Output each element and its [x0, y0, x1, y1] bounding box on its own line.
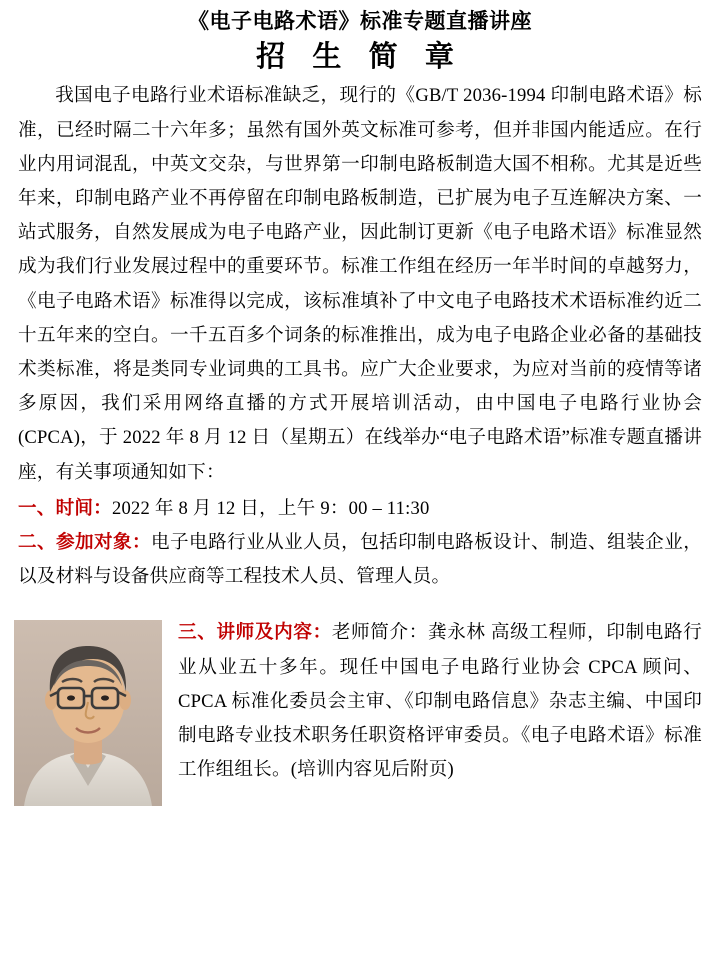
page-title: 《电子电路术语》标准专题直播讲座 [188, 9, 532, 33]
page-subtitle: 招 生 简 章 [256, 41, 464, 74]
section-time-label: 一、时间： [18, 497, 112, 519]
section-audience-label: 二、参加对象： [18, 532, 152, 554]
section-lecturer [178, 616, 702, 787]
section-time-content: 2022 年 8 月 12 日，上午 9：00 – 11:30 [111, 497, 430, 519]
section-audience [18, 526, 702, 594]
section-lecturer-content: 老师简介：龚永林 高级工程师，印制电路行业从业五十多年。现任中国电子电路行业协会 CPCA 顾问、CPCA 标准化委员会主审、《印制电路信息》杂志主编、中国印制电路专业技术职务任职资格评审委员。《电子电路术语》标准工作组组长。(培训内容见后附页) [178, 622, 702, 781]
section-lecturer-label: 三、讲师及内容： [178, 622, 332, 644]
section-audience-content: 电子电路行业从业人员，包括印制电路板设计、制造、组装企业，以及材料与设备供应商等工程技术人员、管理人员。 [18, 532, 702, 588]
lecturer-portrait [14, 620, 162, 806]
intro-paragraph: 我国电子电路行业术语标准缺乏，现行的《GB/T 2036-1994 印制电路术语》标准，已经时隔二十六年多；虽然有国外英文标准可参考，但并非国内能适应。在行业内用词混乱，中英文交杂，与世界第一印制电路板制造大国不相称。尤其是近些年来，印制电路产业不再停留在印制电路板制造，已扩展为电子互连解决方案、一站式服务，自然发展成为电子电路产业，因此制订更新《电子电路术语》标准显然成为我们行业发展过程中的重要环节。标准工作组在经历一年半时间的卓越努力，《电子电路术语》标准得以完成，该标准填补了中文电子电路技术术语标准约近二十五年来的空白。一千五百多个词条的标准推出，成为电子电路企业必备的基础技术类标准，将是类同专业词典的工具书。应广大企业要求，为应对当前的疫情等诸多原因，我们采用网络直播的方式开展培训活动，由中国电子电路行业协会(CPCA)，于 2022 年 8 月 12 日（星期五）在线举办“电子电路术语”标准专题直播讲座，有关事项通知如下： [18, 85, 702, 483]
lecturer-section [18, 616, 702, 796]
section-time [18, 492, 702, 526]
